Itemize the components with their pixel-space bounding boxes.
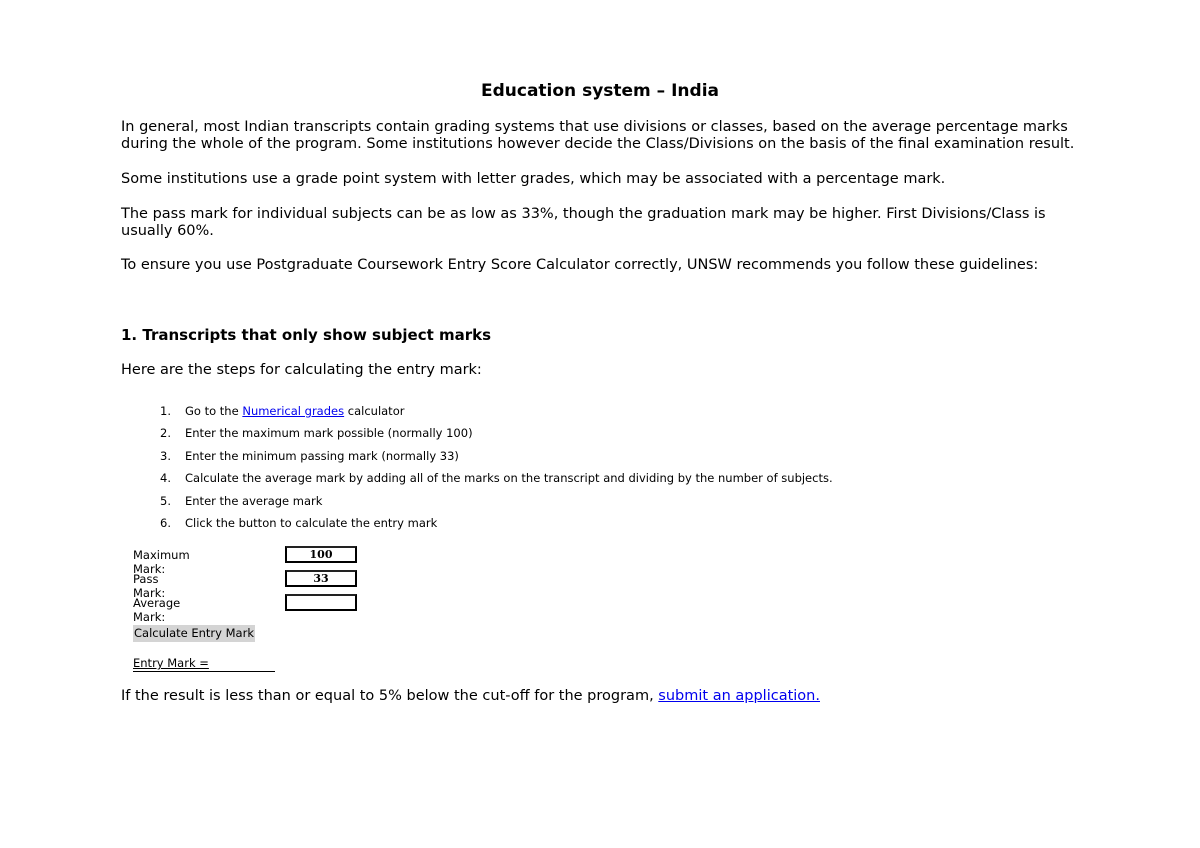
step-text: Enter the minimum passing mark (normally 33) [185, 448, 459, 463]
step-number: 6. [160, 515, 171, 530]
steps-intro: Here are the steps for calculating the entry mark: [121, 362, 482, 378]
list-item [149, 447, 833, 469]
step-number: 3. [160, 448, 171, 463]
step-number: 4. [160, 471, 171, 486]
grade-point-paragraph: Some institutions use a grade point system with letter grades, which may be associated with a percentage mark. [121, 171, 946, 187]
list-item [149, 492, 833, 514]
closing-paragraph [121, 688, 1081, 705]
intro-paragraph: In general, most Indian transcripts contain grading systems that use divisions or classes, based on the average percentage marks during the whole of the program. Some institutions however decide the Class/Divisions on the basis of the final examination result. [121, 119, 1075, 152]
list-item [149, 469, 833, 491]
pass-mark-label: Pass Mark: [133, 572, 166, 600]
numerical-grades-link[interactable]: Numerical grades [242, 404, 345, 418]
list-item [149, 424, 833, 446]
average-mark-label: Average Mark: [133, 596, 181, 624]
entry-mark-result: Entry Mark = [133, 656, 275, 672]
submit-application-link[interactable]: submit an application. [658, 688, 820, 704]
step-number: 2. [160, 426, 171, 441]
pass-mark-input[interactable] [285, 570, 357, 587]
step-number: 1. [160, 404, 171, 418]
maximum-mark-label: Maximum Mark: [133, 548, 190, 576]
step-text: Enter the average mark [185, 493, 323, 508]
step-text: Calculate the average mark by adding all of the marks on the transcript and dividing by the number of subjects. [185, 471, 833, 486]
step-number: 5. [160, 493, 171, 508]
guidelines-paragraph: To ensure you use Postgraduate Coursework Entry Score Calculator correctly, UNSW recommends you follow these guidelines: [121, 257, 1039, 273]
average-mark-input[interactable] [285, 594, 357, 611]
step-text: calculator [344, 404, 405, 418]
list-item [149, 402, 833, 424]
section-heading: 1. Transcripts that only show subject marks [121, 326, 492, 344]
calculate-entry-mark-button[interactable]: Calculate Entry Mark [134, 626, 254, 640]
step-text: Click the button to calculate the entry mark [185, 515, 438, 530]
page-title: Education system – India [480, 81, 719, 101]
steps-list [149, 402, 833, 536]
maximum-mark-input[interactable] [285, 546, 357, 563]
step-text: Enter the maximum mark possible (normally 100) [185, 426, 473, 441]
step-text: Go to the [185, 404, 243, 418]
list-item [149, 514, 833, 536]
closing-text: If the result is less than or equal to 5% below the cut-off for the program, [121, 688, 659, 704]
pass-mark-paragraph: The pass mark for individual subjects can be as low as 33%, though the graduation mark may be higher. First Divisions/Class is usually 60%. [121, 206, 1046, 239]
